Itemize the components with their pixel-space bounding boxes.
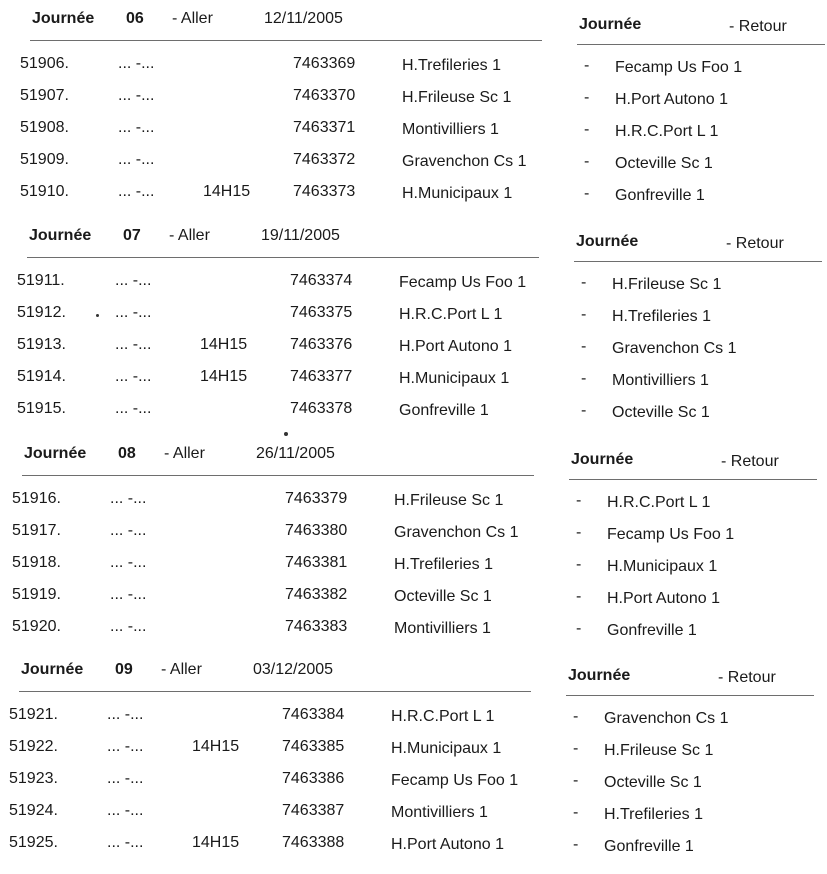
journee-label: Journée xyxy=(576,233,639,250)
home-team: H.Frileuse Sc 1 xyxy=(394,492,504,509)
match-code: 7463380 xyxy=(285,522,348,539)
journee-date: 03/12/2005 xyxy=(253,661,334,678)
away-team: H.Trefileries 1 xyxy=(612,308,711,325)
journee-number: 08 xyxy=(118,445,136,462)
aller-header xyxy=(32,10,392,34)
match-row xyxy=(0,554,827,580)
match-number: 51920. xyxy=(12,618,61,635)
match-number: 51915. xyxy=(17,400,66,417)
home-team: Montivilliers 1 xyxy=(402,121,499,138)
match-number: 51914. xyxy=(17,368,66,385)
home-team: Octeville Sc 1 xyxy=(394,588,492,605)
match-code: 7463370 xyxy=(293,87,356,104)
aller-header-rule xyxy=(27,257,539,258)
aller-header-rule xyxy=(19,691,531,692)
aller-label: - Aller xyxy=(169,227,210,244)
away-team: Gonfreville 1 xyxy=(615,187,705,204)
retour-header-rule xyxy=(574,261,822,262)
aller-header-rule xyxy=(30,40,542,41)
home-team: Gravenchon Cs 1 xyxy=(402,153,527,170)
journee-block xyxy=(0,227,827,437)
home-team: H.Frileuse Sc 1 xyxy=(402,89,512,106)
retour-dash: - xyxy=(576,524,582,541)
aller-label: - Aller xyxy=(164,445,205,462)
match-code: 7463379 xyxy=(285,490,348,507)
match-row xyxy=(0,586,827,612)
away-team: H.Municipaux 1 xyxy=(607,558,718,575)
away-team: H.R.C.Port L 1 xyxy=(607,494,711,511)
aller-label: - Aller xyxy=(172,10,213,27)
away-team: Gravenchon Cs 1 xyxy=(604,710,729,727)
match-number: 51912. xyxy=(17,304,66,321)
match-number: 51921. xyxy=(9,706,58,723)
home-team: H.Municipaux 1 xyxy=(391,740,502,757)
journee-block xyxy=(0,10,827,220)
match-code: 7463371 xyxy=(293,119,356,136)
retour-dash: - xyxy=(584,121,590,138)
placeholder-dots: ... -... xyxy=(110,586,147,603)
journee-date: 12/11/2005 xyxy=(264,10,343,27)
home-team: Gonfreville 1 xyxy=(399,402,489,419)
aller-header-rule xyxy=(22,475,534,476)
retour-header xyxy=(571,451,811,475)
match-code: 7463375 xyxy=(290,304,353,321)
away-team: H.Frileuse Sc 1 xyxy=(612,276,722,293)
away-team: Montivilliers 1 xyxy=(612,372,709,389)
match-row xyxy=(0,802,827,828)
match-number: 51907. xyxy=(20,87,69,104)
match-code: 7463387 xyxy=(282,802,345,819)
retour-dash: - xyxy=(573,836,579,853)
journee-label: Journée xyxy=(568,667,631,684)
placeholder-dots: ... -... xyxy=(118,151,155,168)
match-row xyxy=(0,336,827,362)
journee-number: 09 xyxy=(115,661,133,678)
speck-mark xyxy=(96,314,99,317)
journee-label: Journée xyxy=(579,16,642,33)
match-code: 7463373 xyxy=(293,183,356,200)
match-code: 7463384 xyxy=(282,706,345,723)
match-code: 7463377 xyxy=(290,368,353,385)
retour-dash: - xyxy=(576,556,582,573)
placeholder-dots: ... -... xyxy=(118,183,155,200)
retour-dash: - xyxy=(573,772,579,789)
match-number: 51913. xyxy=(17,336,66,353)
match-row xyxy=(0,119,827,145)
match-row xyxy=(0,151,827,177)
retour-dash: - xyxy=(584,185,590,202)
retour-dash: - xyxy=(576,588,582,605)
aller-header xyxy=(24,445,384,469)
match-code: 7463385 xyxy=(282,738,345,755)
match-row xyxy=(0,618,827,644)
placeholder-dots: ... -... xyxy=(110,554,147,571)
match-row xyxy=(0,834,827,860)
away-team: H.Trefileries 1 xyxy=(604,806,703,823)
retour-dash: - xyxy=(581,306,587,323)
match-row xyxy=(0,522,827,548)
home-team: Montivilliers 1 xyxy=(394,620,491,637)
placeholder-dots: ... -... xyxy=(110,618,147,635)
retour-dash: - xyxy=(581,274,587,291)
aller-header xyxy=(29,227,389,251)
journee-label: Journée xyxy=(571,451,634,468)
match-code: 7463374 xyxy=(290,272,353,289)
journee-number: 06 xyxy=(126,10,144,27)
match-code: 7463388 xyxy=(282,834,345,851)
retour-dash: - xyxy=(584,153,590,170)
match-number: 51922. xyxy=(9,738,58,755)
placeholder-dots: ... -... xyxy=(107,706,144,723)
retour-dash: - xyxy=(573,740,579,757)
away-team: H.Port Autono 1 xyxy=(607,590,720,607)
placeholder-dots: ... -... xyxy=(107,770,144,787)
retour-dash: - xyxy=(576,620,582,637)
match-code: 7463378 xyxy=(290,400,353,417)
away-team: H.R.C.Port L 1 xyxy=(615,123,719,140)
match-row xyxy=(0,368,827,394)
away-team: Octeville Sc 1 xyxy=(604,774,702,791)
placeholder-dots: ... -... xyxy=(118,119,155,136)
aller-label: - Aller xyxy=(161,661,202,678)
home-team: Fecamp Us Foo 1 xyxy=(399,274,527,291)
match-number: 51916. xyxy=(12,490,61,507)
journee-label: Journée xyxy=(24,445,87,462)
match-number: 51923. xyxy=(9,770,58,787)
placeholder-dots: ... -... xyxy=(118,55,155,72)
away-team: Octeville Sc 1 xyxy=(615,155,713,172)
retour-label: - Retour xyxy=(726,235,784,252)
home-team: H.Municipaux 1 xyxy=(402,185,513,202)
kickoff-time: 14H15 xyxy=(192,834,240,851)
placeholder-dots: ... -... xyxy=(110,490,147,507)
kickoff-time: 14H15 xyxy=(200,336,248,353)
kickoff-time: 14H15 xyxy=(203,183,251,200)
away-team: Gonfreville 1 xyxy=(607,622,697,639)
match-row xyxy=(0,272,827,298)
retour-dash: - xyxy=(573,804,579,821)
match-code: 7463369 xyxy=(293,55,356,72)
placeholder-dots: ... -... xyxy=(115,368,152,385)
placeholder-dots: ... -... xyxy=(115,336,152,353)
retour-dash: - xyxy=(581,402,587,419)
placeholder-dots: ... -... xyxy=(110,522,147,539)
journee-label: Journée xyxy=(21,661,84,678)
match-code: 7463376 xyxy=(290,336,353,353)
home-team: H.Trefileries 1 xyxy=(394,556,493,573)
retour-header-rule xyxy=(566,695,814,696)
match-row xyxy=(0,304,827,330)
away-team: Octeville Sc 1 xyxy=(612,404,710,421)
home-team: Gravenchon Cs 1 xyxy=(394,524,519,541)
retour-header-rule xyxy=(569,479,817,480)
retour-header xyxy=(579,16,819,40)
retour-dash: - xyxy=(576,492,582,509)
journee-label: Journée xyxy=(29,227,92,244)
home-team: H.Port Autono 1 xyxy=(399,338,512,355)
match-row xyxy=(0,738,827,764)
journee-date: 26/11/2005 xyxy=(256,445,335,462)
journee-label: Journée xyxy=(32,10,95,27)
placeholder-dots: ... -... xyxy=(118,87,155,104)
match-number: 51925. xyxy=(9,834,58,851)
match-code: 7463372 xyxy=(293,151,356,168)
away-team: Fecamp Us Foo 1 xyxy=(615,59,743,76)
aller-header xyxy=(21,661,381,685)
home-team: H.Municipaux 1 xyxy=(399,370,510,387)
match-code: 7463381 xyxy=(285,554,348,571)
match-code: 7463382 xyxy=(285,586,348,603)
home-team: H.Trefileries 1 xyxy=(402,57,501,74)
match-code: 7463386 xyxy=(282,770,345,787)
retour-header-rule xyxy=(577,44,825,45)
journee-number: 07 xyxy=(123,227,141,244)
retour-dash: - xyxy=(573,708,579,725)
away-team: Fecamp Us Foo 1 xyxy=(607,526,735,543)
retour-dash: - xyxy=(584,57,590,74)
match-number: 51919. xyxy=(12,586,61,603)
retour-label: - Retour xyxy=(729,18,787,35)
retour-dash: - xyxy=(584,89,590,106)
placeholder-dots: ... -... xyxy=(115,304,152,321)
match-number: 51910. xyxy=(20,183,69,200)
away-team: H.Port Autono 1 xyxy=(615,91,728,108)
retour-dash: - xyxy=(581,370,587,387)
match-row xyxy=(0,183,827,209)
match-row xyxy=(0,706,827,732)
placeholder-dots: ... -... xyxy=(107,802,144,819)
journee-block xyxy=(0,445,827,655)
match-number: 51918. xyxy=(12,554,61,571)
kickoff-time: 14H15 xyxy=(192,738,240,755)
retour-header xyxy=(576,233,816,257)
away-team: H.Frileuse Sc 1 xyxy=(604,742,714,759)
kickoff-time: 14H15 xyxy=(200,368,248,385)
match-row xyxy=(0,490,827,516)
home-team: H.R.C.Port L 1 xyxy=(399,306,503,323)
placeholder-dots: ... -... xyxy=(107,834,144,851)
match-number: 51924. xyxy=(9,802,58,819)
home-team: Fecamp Us Foo 1 xyxy=(391,772,519,789)
match-row xyxy=(0,87,827,113)
match-number: 51909. xyxy=(20,151,69,168)
match-number: 51906. xyxy=(20,55,69,72)
away-team: Gravenchon Cs 1 xyxy=(612,340,737,357)
retour-header xyxy=(568,667,808,691)
placeholder-dots: ... -... xyxy=(107,738,144,755)
retour-label: - Retour xyxy=(718,669,776,686)
match-row xyxy=(0,55,827,81)
journee-block xyxy=(0,661,827,871)
match-number: 51917. xyxy=(12,522,61,539)
placeholder-dots: ... -... xyxy=(115,272,152,289)
journee-date: 19/11/2005 xyxy=(261,227,340,244)
home-team: Montivilliers 1 xyxy=(391,804,488,821)
retour-dash: - xyxy=(581,338,587,355)
home-team: H.R.C.Port L 1 xyxy=(391,708,495,725)
match-row xyxy=(0,400,827,426)
retour-label: - Retour xyxy=(721,453,779,470)
speck-mark xyxy=(284,432,288,436)
match-code: 7463383 xyxy=(285,618,348,635)
away-team: Gonfreville 1 xyxy=(604,838,694,855)
match-number: 51911. xyxy=(17,272,65,289)
home-team: H.Port Autono 1 xyxy=(391,836,504,853)
match-row xyxy=(0,770,827,796)
placeholder-dots: ... -... xyxy=(115,400,152,417)
match-number: 51908. xyxy=(20,119,69,136)
